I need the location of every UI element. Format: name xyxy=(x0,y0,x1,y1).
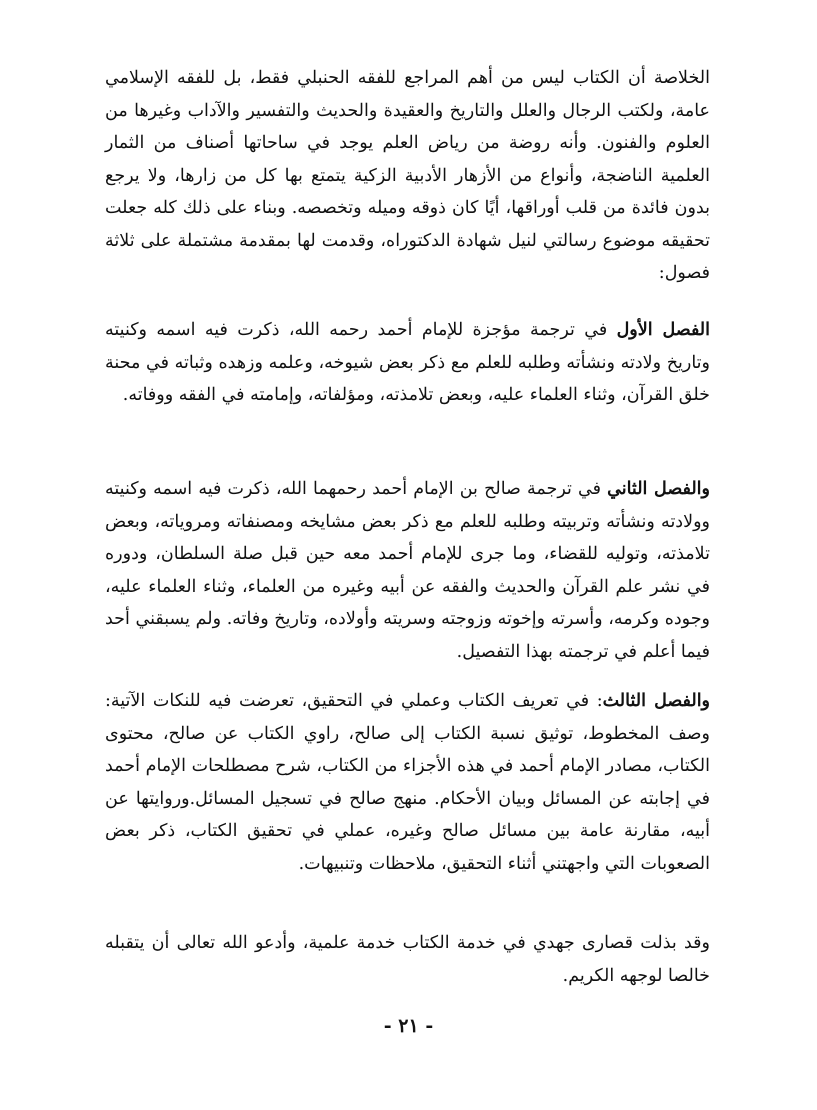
paragraph-intro xyxy=(105,62,710,290)
chapter-three-heading: والفصل الثالث xyxy=(602,691,711,711)
paragraph-chapter-two xyxy=(105,473,710,668)
chapter-two-body: في ترجمة صالح بن الإمام أحمد رحمهما الله، ذكرت فيه اسمه وكنيته وولادته ونشأته وتربيته وطلبه للعلم مع ذكر بعض مشايخه ومصنفاته ومروياته، وبعض تلامذته، وتوليه للقضاء، وما جرى للإمام أحمد معه حين قبل صلة السلطان، ودوره في نشر علم القرآن والحديث والفقه عن أبيه وغيره من العلماء، وثناء العلماء عليه، وجوده وكرمه، وأسرته وإخوته وزوجته وسريته وأولاده، وتاريخ وفاته. ولم يسبقني أحد فيما أعلم في ترجمته بهذا التفصيل. xyxy=(105,479,710,662)
chapter-one-body: في ترجمة مؤجزة للإمام أحمد رحمه الله، ذكرت فيه اسمه وكنيته وتاريخ ولادته ونشأته وطلبه للعلم مع ذكر بعض شيوخه، وعلمه وزهده وثباته في محنة خلق القرآن، وثناء العلماء عليه، وبعض تلامذته، ومؤلفاته، وإمامته في الفقه ووفاته. xyxy=(105,320,710,405)
paragraph-closing-text: وقد بذلت قصارى جهدي في خدمة الكتاب خدمة علمية، وأدعو الله تعالى أن يتقبله خالصا لوجهه الكريم. xyxy=(105,933,710,986)
page-number: - ٢١ - xyxy=(383,1015,434,1037)
chapter-three-body: : في تعريف الكتاب وعملي في التحقيق، تعرضت فيه للنكات الآتية: وصف المخطوط، توثيق نسبة الكتاب إلى صالح، راوي الكتاب عن صالح، محتوى الكتاب، مصادر الإمام أحمد في هذه الأجزاء من الكتاب، شرح مصطلحات الإمام أحمد في إجابته عن المسائل وبيان الأحكام. منهج صالح في تسجيل المسائل.وروايتها عن أبيه، مقارنة عامة بين مسائل صالح وغيره، عملي في تحقيق الكتاب، ذكر بعض الصعوبات التي واجهتني أثناء التحقيق، ملاحظات وتنبيهات. xyxy=(105,691,710,874)
chapter-two-heading: والفصل الثاني xyxy=(607,479,710,499)
paragraph-chapter-one xyxy=(105,314,710,412)
chapter-one-heading: الفصل الأول xyxy=(616,320,711,340)
paragraph-chapter-three xyxy=(105,685,710,880)
paragraph-closing xyxy=(105,927,710,992)
paragraph-intro-text: الخلاصة أن الكتاب ليس من أهم المراجع للفقه الحنبلي فقط، بل للفقه الإسلامي عامة، ولكتب الرجال والعلل والتاريخ والعقيدة والحديث والتفسير والآداب وغيرها من العلوم والفنون. وأنه روضة من رياض العلم يوجد في ساحاتها أصناف من الثمار العلمية الناضجة، وأنواع من الأزهار الأدبية الزكية يتمتع بها كل من زارها، ولا يرجع بدون فائدة من قلب أوراقها، أيًا كان ذوقه وميله وتخصصه. وبناء على ذلك كله جعلت تحقيقه موضوع رسالتي لنيل شهادة الدكتوراه، وقدمت لها بمقدمة مشتملة على ثلاثة فصول: xyxy=(105,68,710,283)
